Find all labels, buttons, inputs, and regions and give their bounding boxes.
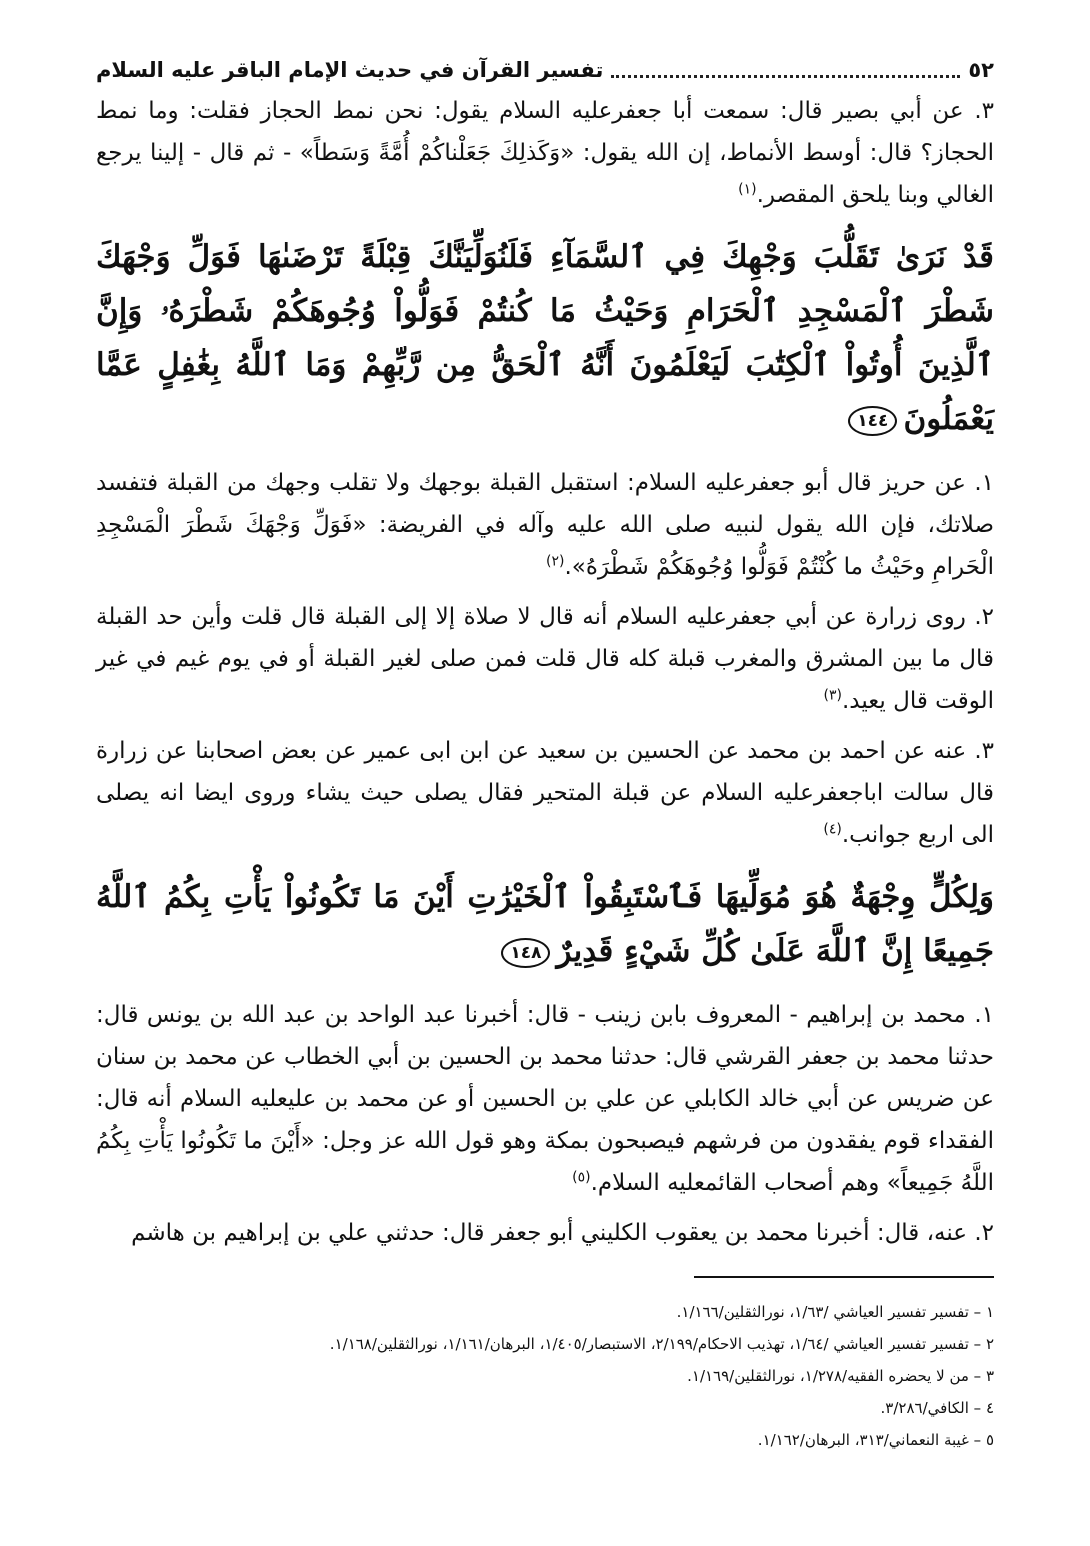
footnote-item: ١ – تفسير تفسير العياشي /١/٦٣، نورالثقلين/١/١٦٦. xyxy=(676,1303,994,1321)
paragraph-text: ٢. عنه، قال: أخبرنا محمد بن يعقوب الكليني أبو جعفر قال: حدثني علي بن إبراهيم بن هاشم xyxy=(131,1220,994,1246)
page-number: ٥٢ xyxy=(968,58,994,82)
paragraph-text: ٢. روى زرارة عن أبي جعفرعليه السلام أنه قال لا صلاة إلا إلى القبلة قال قلت وأين حد القبلة قال ما بين المشرق والمغرب قبلة كله قال قلت فمن صلى لغير القبلة أو في يوم غيم في غير الوقت قال يعيد. xyxy=(96,604,994,714)
header-dot-leader xyxy=(611,75,960,78)
hadith-paragraph xyxy=(96,90,994,216)
footnote-ref: (٣) xyxy=(823,687,842,704)
footnote-item: ٣ – من لا يحضره الفقيه/١/٢٧٨، نورالثقلين/١/١٦٩. xyxy=(687,1367,994,1385)
footnote-item: ٢ – تفسير تفسير العياشي /١/٦٤، تهذيب الاحكام/٢/١٩٩، الاستبصار/١/٤٠٥، البرهان/١/١٦١، نورالثقلين/١/١٦٨. xyxy=(329,1335,994,1353)
ayah-number: ١٤٨ xyxy=(501,938,550,968)
paragraph-text: ٣. عن أبي بصير قال: سمعت أبا جعفرعليه السلام يقول: نحن نمط الحجاز فقلت: وما نمط الحجاز؟ قال: أوسط الأنماط، إن الله يقول: «وَكَذلِكَ جَعَلْناكُمْ أُمَّةً وَسَطاً» - ثم قال - إلينا يرجع الغالي وبنا يلحق المقصر. xyxy=(96,98,994,208)
footnote-ref: (٢) xyxy=(546,553,565,570)
footnotes xyxy=(96,1296,994,1456)
hadith-paragraph xyxy=(96,596,994,722)
page-header xyxy=(96,50,994,90)
hadith-paragraph xyxy=(96,994,994,1204)
verse-text: وَلِكُلٍّ وِجْهَةٌ هُوَ مُوَلِّيهَا فَٱسْتَبِقُواْ ٱلْخَيْرَٰتِ أَيْنَ مَا تَكُونُواْ يَأْتِ بِكُمُ ٱللَّهُ جَمِيعًا إِنَّ ٱللَّهَ عَلَىٰ كُلِّ شَيْءٍ قَدِيرٌ xyxy=(96,879,994,969)
footnote-ref: (١) xyxy=(738,181,757,198)
paragraph-text: ٣. عنه عن احمد بن محمد عن الحسين بن سعيد عن ابن ابى عمير عن بعض اصحابنا عن زرارة قال سالت اباجعفرعليه السلام عن قبلة المتحير فقال يصلى حيث يشاء وروى ايضا انه يصلى الى اربع جوانب. xyxy=(96,738,994,848)
hadith-paragraph xyxy=(96,730,994,856)
hadith-paragraph xyxy=(96,1212,994,1254)
quran-verse xyxy=(96,230,994,446)
page-body xyxy=(96,90,994,1262)
paragraph-text: ١. عن حريز قال أبو جعفرعليه السلام: استقبل القبلة بوجهك ولا تقلب وجهك من القبلة فتفسد صلاتك، فإن الله يقول لنبيه صلى الله عليه وآله في الفريضة: «فَوَلِّ وَجْهَكَ شَطْرَ الْمَسْجِدِ الْحَرامِ وحَيْثُ ما كُنْتُمْ فَوَلُّوا وُجُوهَكُمْ شَطْرَهُ». xyxy=(96,470,994,580)
footnote-separator xyxy=(694,1276,994,1278)
verse-text: قَدْ نَرَىٰ تَقَلُّبَ وَجْهِكَ فِي ٱلسَّمَآءِ فَلَنُوَلِّيَنَّكَ قِبْلَةً تَرْضَىٰهَا فَوَلِّ وَجْهَكَ شَطْرَ ٱلْمَسْجِدِ ٱلْحَرَامِ وَحَيْثُ مَا كُنتُمْ فَوَلُّواْ وُجُوهَكُمْ شَطْرَهُۥ وَإِنَّ ٱلَّذِينَ أُوتُواْ ٱلْكِتَٰبَ لَيَعْلَمُونَ أَنَّهُ ٱلْحَقُّ مِن رَّبِّهِمْ وَمَا ٱللَّهُ بِغَٰفِلٍ عَمَّا يَعْمَلُونَ xyxy=(96,239,994,437)
footnote-ref: (٥) xyxy=(572,1169,591,1186)
quran-verse xyxy=(96,870,994,978)
hadith-paragraph xyxy=(96,462,994,588)
footnote-item: ٥ – غيبة النعماني/٣١٣، البرهان/١/١٦٢. xyxy=(757,1431,994,1449)
footnote-item: ٤ – الكافي/٣/٢٨٦. xyxy=(880,1399,994,1417)
running-title: تفسير القرآن في حديث الإمام الباقر عليه السلام xyxy=(96,58,604,82)
footnote-ref: (٤) xyxy=(823,821,842,838)
ayah-number: ١٤٤ xyxy=(848,406,897,436)
paragraph-text: ١. محمد بن إبراهيم - المعروف بابن زينب - قال: أخبرنا عبد الواحد بن عبد الله بن يونس قال: حدثنا محمد بن جعفر القرشي قال: حدثنا محمد بن الحسين بن أبي الخطاب عن محمد بن سنان عن ضريس عن أبي خالد الكابلي عن علي بن الحسين أو عن محمد بن عليعليه السلام أنه قال: الفقداء قوم يفقدون من فرشهم فيصبحون بمكة وهو قول الله عز وجل: «أَيْنَ ما تَكُونُوا يَأْتِ بِكُمُ اللَّهُ جَمِيعاً» وهم أصحاب القائمعليه السلام. xyxy=(96,1002,994,1196)
